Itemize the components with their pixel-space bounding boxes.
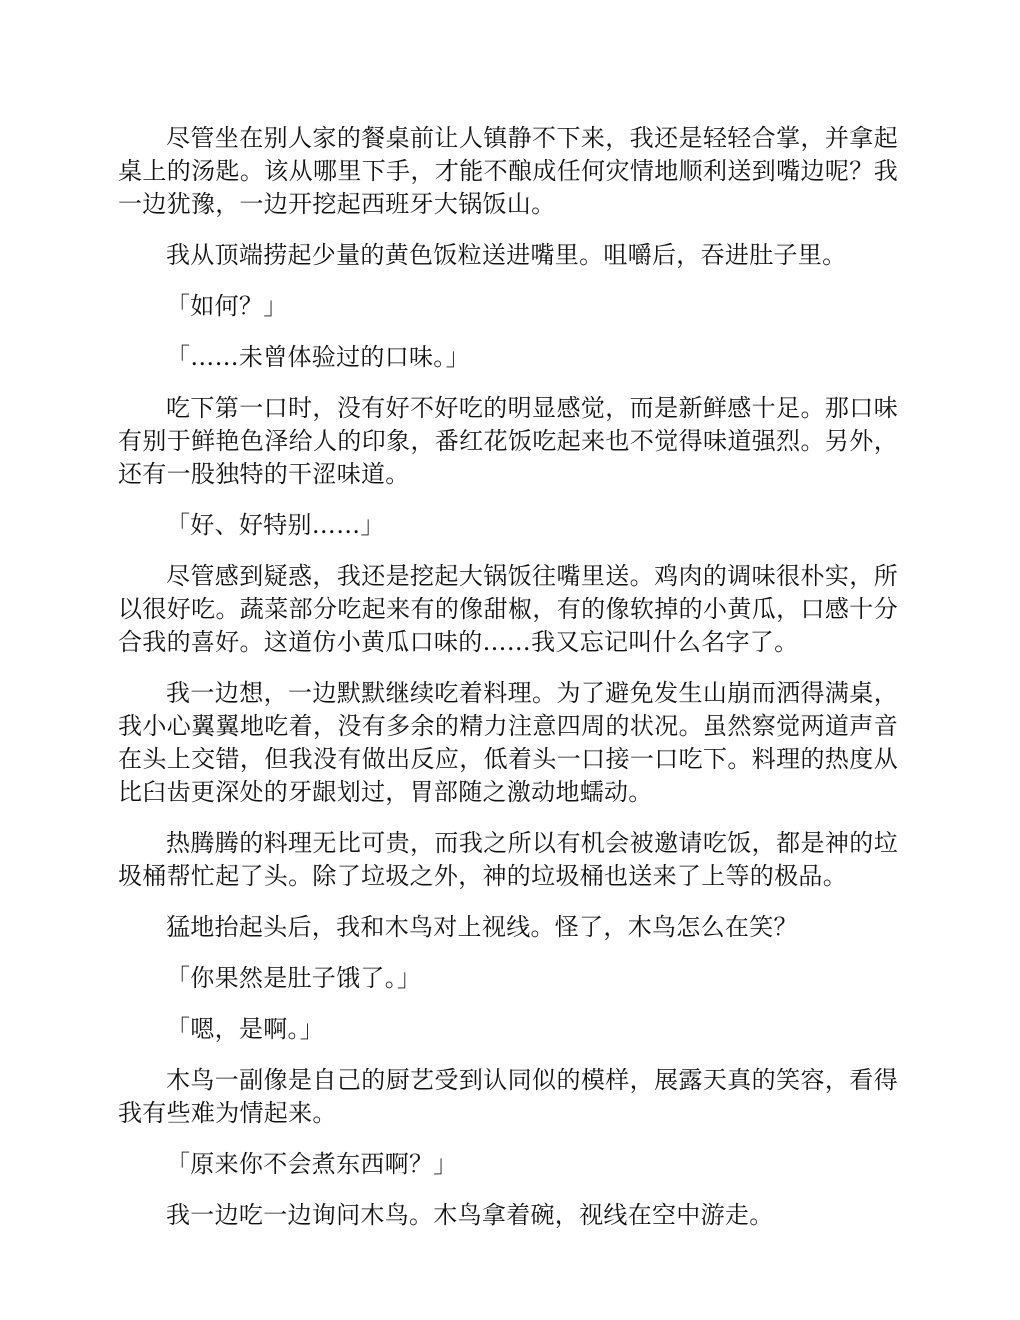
- paragraph-14: 「原来你不会煮东西啊？」: [166, 1150, 458, 1178]
- paragraph-13: 木鸟一副像是自己的厨艺受到认同似的模样，展露天真的笑容，看得我有些难为情起来。: [118, 1066, 898, 1127]
- paragraph-11: 「你果然是肚子饿了。」: [166, 964, 422, 992]
- body-text: [118, 122, 898, 1250]
- paragraph-9: 热腾腾的料理无比可贵，而我之所以有机会被邀请吃饭，都是神的垃圾桶帮忙起了头。除了垃圾之外，神的垃圾桶也送来了上等的极品。: [118, 829, 898, 890]
- paragraph-1: 尽管坐在别人家的餐桌前让人镇静不下来，我还是轻轻合掌，并拿起桌上的汤匙。该从哪里下手，才能不酿成任何灾情地顺利送到嘴边呢？我一边犹豫，一边开挖起西班牙大锅饭山。: [118, 124, 898, 218]
- paragraph-2: 我从顶端捞起少量的黄色饭粒送进嘴里。咀嚼后，吞进肚子里。: [166, 241, 847, 269]
- paragraph-5: 吃下第一口时，没有好不好吃的明显感觉，而是新鲜感十足。那口味有别于鲜艳色泽给人的印象，番红花饭吃起来也不觉得味道强烈。另外，还有一股独特的干涩味道。: [118, 394, 898, 488]
- paragraph-4: 「……未曾体验过的口味。」: [166, 343, 470, 371]
- paragraph-12: 「嗯，是啊。」: [166, 1015, 325, 1043]
- paragraph-3: 「如何？」: [166, 292, 288, 320]
- paragraph-6: 「好、好特别……」: [166, 511, 385, 539]
- paragraph-10: 猛地抬起头后，我和木鸟对上视线。怪了，木鸟怎么在笑？: [166, 913, 798, 941]
- paragraph-15: 我一边吃一边询问木鸟。木鸟拿着碗，视线在空中游走。: [166, 1201, 774, 1229]
- paragraph-8: 我一边想，一边默默继续吃着料理。为了避免发生山崩而洒得满桌，我小心翼翼地吃着，没有多余的精力注意四周的状况。虽然察觉两道声音在头上交错，但我没有做出反应，低着头一口接一口吃下。料理的热度从比臼齿更深处的牙龈划过，胃部随之激动地蠕动。: [118, 679, 898, 806]
- paragraph-7: 尽管感到疑惑，我还是挖起大锅饭往嘴里送。鸡肉的调味很朴实，所以很好吃。蔬菜部分吃起来有的像甜椒，有的像软掉的小黄瓜，口感十分合我的喜好。这道仿小黄瓜口味的……我又忘记叫什么名字了。: [118, 562, 898, 656]
